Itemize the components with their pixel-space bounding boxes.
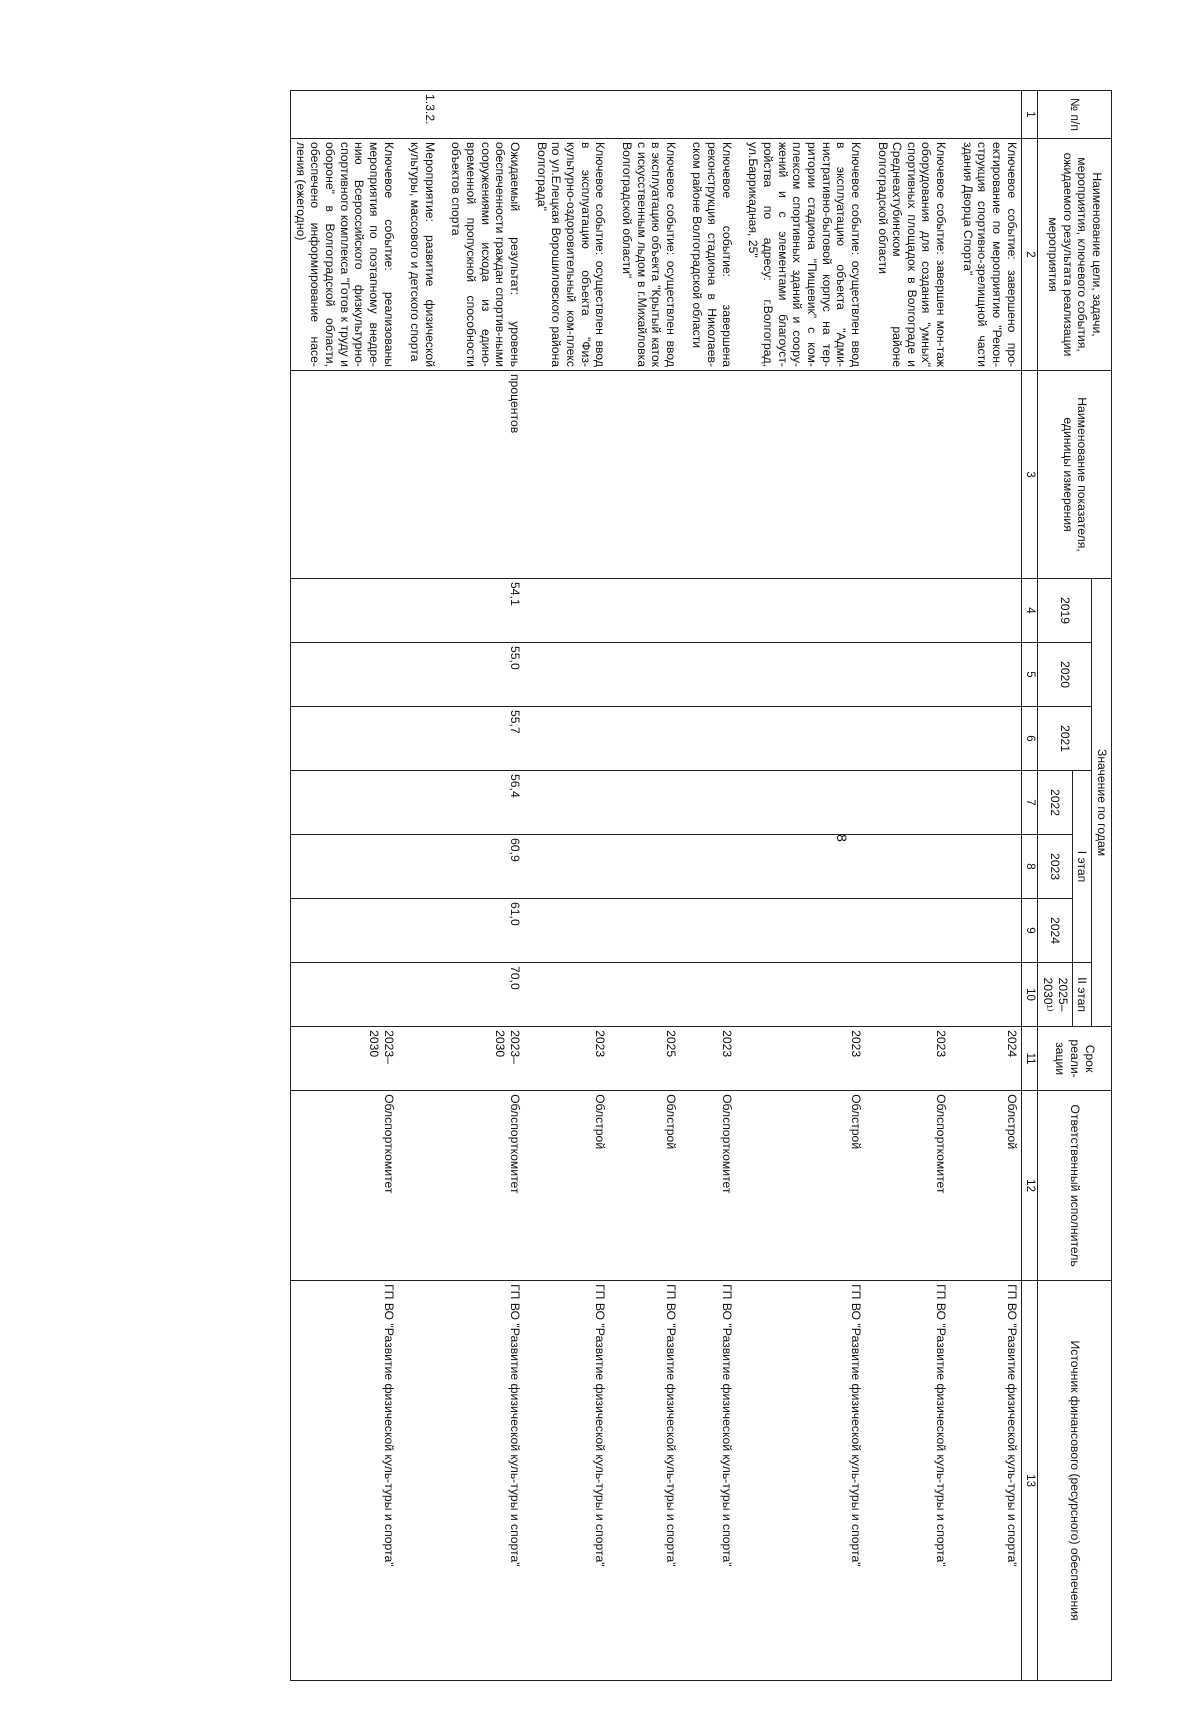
col-number: 8 [1021,835,1038,899]
header-responsible: Ответственный исполнитель [1038,1091,1112,1281]
row-no [865,91,950,139]
row-value-2025-2030 [865,963,950,1027]
row-source: ГП ВО "Развитие физической куль-туры и спорта" [524,1281,609,1681]
header-2021: 2021 [1038,707,1092,771]
row-name: Ключевое событие: завершено про-ектирование по мероприятию "Рекон-струкция спортивно-зрелищной части здания Дворца Спорта" [950,139,1021,371]
row-value-2019 [736,579,865,643]
row-name: Ключевое событие: завершен мон-таж оборудования для создания "умных" спортивных площадок в Волгограде и Среднеахтубинском районе Волгоградской области [865,139,950,371]
row-responsible: Облспорткомитет [680,1091,736,1281]
row-value-2022 [736,771,865,835]
row-value-2020 [950,643,1021,707]
row-responsible: Облстрой [950,1091,1021,1281]
row-value-2020: 55,0 [439,643,524,707]
row-source: ГП ВО "Развитие физической куль-туры и спорта" [439,1281,524,1681]
table-row [680,91,736,1681]
row-indicator [865,371,950,579]
row-value-2023 [609,835,680,899]
row-indicator [524,371,609,579]
header-values: Значение по годам [1092,579,1112,1027]
row-value-2025-2030 [950,963,1021,1027]
row-term: 2024 [950,1027,1021,1091]
table-row [291,91,398,1681]
row-responsible [398,1091,439,1281]
row-value-2022 [950,771,1021,835]
row-value-2020 [736,643,865,707]
row-value-2024 [524,899,609,963]
col-number: 9 [1021,899,1038,963]
row-value-2024 [950,899,1021,963]
row-source: ГП ВО "Развитие физической куль-туры и спорта" [291,1281,398,1681]
row-value-2020 [291,643,398,707]
col-number: 4 [1021,579,1038,643]
row-responsible: Облстрой [736,1091,865,1281]
page-number: 8 [834,834,850,842]
row-term: 2025 [609,1027,680,1091]
row-value-2023 [950,835,1021,899]
row-indicator [398,371,439,579]
row-value-2020 [609,643,680,707]
row-value-2019 [950,579,1021,643]
col-number: 10 [1021,963,1038,1027]
header-stage-2: II этап [1072,963,1092,1027]
col-number: 12 [1021,1091,1038,1281]
row-no: 1.3.2. [398,91,439,139]
row-value-2019 [524,579,609,643]
row-responsible: Облстрой [524,1091,609,1281]
row-value-2021 [865,707,950,771]
row-value-2022: 56,4 [439,771,524,835]
row-value-2023 [865,835,950,899]
row-source: ГП ВО "Развитие физической куль-туры и спорта" [865,1281,950,1681]
program-table [290,90,1112,1681]
row-value-2021 [736,707,865,771]
row-indicator: процентов [439,371,524,579]
header-2020: 2020 [1038,643,1092,707]
header-term: Срок реали-зации [1038,1027,1112,1091]
row-responsible: Облстрой [609,1091,680,1281]
table-row [439,91,524,1681]
table-row [736,91,865,1681]
table-row [398,91,439,1681]
row-value-2019 [398,579,439,643]
row-indicator [291,371,398,579]
row-value-2023: 60,9 [439,835,524,899]
row-value-2019 [291,579,398,643]
row-source [398,1281,439,1681]
row-name: Ключевое событие: осуществлен ввод в эксплуатацию объекта "Адми-нистративно-бытовой корпус на тер-ритории стадиона "Пищевик" с ком-плексом спортивных зданий и соору-жений и с элементами благоуст-ройства по адресу: г.Волгоград, ул.Баррикадная, 25" [736,139,865,371]
col-number: 1 [1021,91,1038,139]
row-no [609,91,680,139]
row-source: ГП ВО "Развитие физической куль-туры и спорта" [736,1281,865,1681]
row-name: Ключевое событие: реализованы мероприятия по поэтапному внедре-нию Всероссийского физкультурно-спортивного комплекса "Готов к труду и обороне" в Волгоградской области, обеспечено информирование насе-ления (ежегодно) [291,139,398,371]
col-number: 13 [1021,1281,1038,1681]
header-2023: 2023 [1038,835,1072,899]
row-no [950,91,1021,139]
row-value-2019: 54,1 [439,579,524,643]
row-value-2025-2030 [291,963,398,1027]
row-value-2020 [680,643,736,707]
header-no: № п/п [1038,91,1112,139]
row-value-2025-2030 [736,963,865,1027]
row-no [291,91,398,139]
row-value-2021 [680,707,736,771]
row-name: Ожидаемый результат: уровень обеспеченности граждан спортив-ными сооружениями исхода из едино-временной пропускной способности объектов спорта [439,139,524,371]
row-term: 2023 [736,1027,865,1091]
row-value-2020 [398,643,439,707]
row-value-2025-2030: 70,0 [439,963,524,1027]
row-value-2024 [291,899,398,963]
row-term [398,1027,439,1091]
row-source: ГП ВО "Развитие физической куль-туры и спорта" [680,1281,736,1681]
row-term: 2023 [524,1027,609,1091]
row-name: Мероприятие: развитие физической культуры, массового и детского спорта [398,139,439,371]
row-value-2022 [524,771,609,835]
row-responsible: Облспорткомитет [291,1091,398,1281]
row-no [524,91,609,139]
row-value-2019 [865,579,950,643]
col-number: 5 [1021,643,1038,707]
row-value-2021 [291,707,398,771]
header-stage-1: I этап [1072,771,1092,963]
header-source: Источник финансового (ресурсного) обеспечения [1038,1281,1112,1681]
header-2025-2030: 2025–2030¹⁾ [1038,963,1072,1027]
row-value-2022 [609,771,680,835]
row-no [680,91,736,139]
col-number: 7 [1021,771,1038,835]
row-no [439,91,524,139]
row-value-2020 [524,643,609,707]
header-indicator: Наименование показателя, единицы измерения [1038,371,1112,579]
table-row [865,91,950,1681]
row-term: 2023–2030 [439,1027,524,1091]
col-number: 2 [1021,139,1038,371]
header-2024: 2024 [1038,899,1072,963]
row-indicator [736,371,865,579]
header-name: Наименование цели, задачи, мероприятия, ключевого события, ожидаемого результата реализации мероприятия [1038,139,1112,371]
table-row [524,91,609,1681]
col-number: 6 [1021,707,1038,771]
row-value-2025-2030 [398,963,439,1027]
table-row [950,91,1021,1681]
row-value-2023 [680,835,736,899]
row-value-2023 [291,835,398,899]
row-name: Ключевое событие: осуществлен ввод в эксплуатацию объекта "Физ-культурно-оздоровительный ком-плекс по ул.Елецкая Ворошиловского района Волгограда" [524,139,609,371]
row-term: 2023 [680,1027,736,1091]
row-value-2022 [291,771,398,835]
row-no [736,91,865,139]
header-2019: 2019 [1038,579,1092,643]
row-responsible: Облспорткомитет [865,1091,950,1281]
row-value-2019 [609,579,680,643]
row-value-2025-2030 [524,963,609,1027]
row-term: 2023 [865,1027,950,1091]
row-value-2019 [680,579,736,643]
row-value-2025-2030 [609,963,680,1027]
row-term: 2023–2030 [291,1027,398,1091]
row-value-2022 [398,771,439,835]
row-value-2024 [736,899,865,963]
row-value-2023 [398,835,439,899]
row-value-2022 [865,771,950,835]
rotated-table-page [117,90,1112,1680]
row-indicator [609,371,680,579]
row-value-2023 [524,835,609,899]
row-indicator [950,371,1021,579]
row-value-2020 [865,643,950,707]
row-value-2021 [609,707,680,771]
row-value-2023 [736,835,865,899]
row-responsible: Облспорткомитет [439,1091,524,1281]
row-name: Ключевое событие: осуществлен ввод в эксплуатацию объекта "Крытый каток с искусственным льдом в г.Михайловка Волгоградской области" [609,139,680,371]
col-number: 11 [1021,1027,1038,1091]
header-2022: 2022 [1038,771,1072,835]
table-row [609,91,680,1681]
row-indicator [680,371,736,579]
row-value-2021 [950,707,1021,771]
row-value-2024 [865,899,950,963]
row-value-2022 [680,771,736,835]
row-value-2025-2030 [680,963,736,1027]
row-source: ГП ВО "Развитие физической куль-туры и спорта" [609,1281,680,1681]
row-source: ГП ВО "Развитие физической куль-туры и спорта" [950,1281,1021,1681]
row-value-2021: 55,7 [439,707,524,771]
row-value-2024 [398,899,439,963]
row-value-2024: 61,0 [439,899,524,963]
row-name: Ключевое событие: завершена реконструкция стадиона в Николаев-ском районе Волгоградской области [680,139,736,371]
row-value-2024 [609,899,680,963]
row-value-2024 [680,899,736,963]
row-value-2021 [398,707,439,771]
col-number: 3 [1021,371,1038,579]
row-value-2021 [524,707,609,771]
